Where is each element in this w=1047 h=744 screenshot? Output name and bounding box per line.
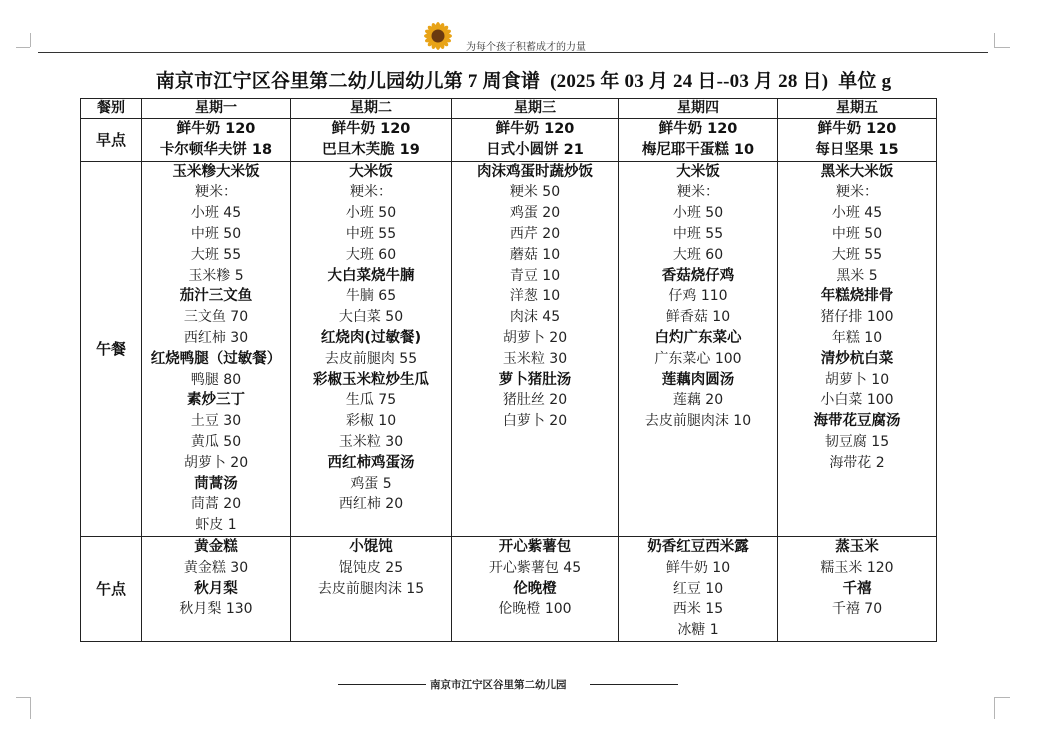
sunflower-icon [424,22,452,50]
ingredient-line: 蘑菇 10 [509,246,561,263]
header-friday: 星期五 [778,99,937,119]
ingredient-line: 胡萝卜 10 [824,371,890,388]
menu-table [80,98,937,642]
dish-name: 清炒杭白菜 [820,350,894,367]
table-header-row [81,99,937,119]
dish-name: 蒸玉米 [835,538,879,555]
dish-name: 肉沫鸡蛋时蔬炒饭 [477,163,593,180]
menu-cell-thursday [619,536,778,641]
menu-cell-tuesday [291,536,452,641]
header-meal-type: 餐别 [81,99,142,119]
crop-mark [994,697,995,719]
dish-name: 黑米大米饭 [820,163,894,180]
dish-name: 大白菜烧牛腩 [327,267,415,284]
ingredient-line: 小班 45 [190,205,242,222]
crop-mark [30,33,31,47]
ingredient-line: 粳米： [350,184,392,201]
ingredient-line: 广东菜心 100 [654,350,742,367]
ingredient-line: 海带花 2 [829,454,885,471]
crop-mark [16,697,30,698]
ingredient-line: 猪仔排 100 [820,309,894,326]
ingredient-line: 韧豆腐 15 [824,433,890,450]
dish-name: 开心紫薯包 [498,538,572,555]
crop-mark [994,47,1010,48]
crop-mark [994,33,995,47]
ingredient-line: 秋月梨 130 [179,601,253,618]
ingredient-line: 鸡蛋 20 [509,205,561,222]
ingredient-line: 西芹 20 [509,225,561,242]
ingredient-line: 冰糖 1 [677,622,719,639]
ingredient-line: 猪肚丝 20 [502,392,568,409]
header-slogan: 为每个孩子积蓄成才的力量 [466,42,586,53]
header-rule [38,52,988,53]
menu-cell-thursday [619,119,778,162]
ingredient-line: 粳米： [677,184,719,201]
meal-type-label: 早点 [81,119,142,162]
menu-cell-friday [778,161,937,536]
ingredient-line: 土豆 30 [190,413,242,430]
ingredient-line: 胡萝卜 20 [183,454,249,471]
ingredient-line: 三文鱼 70 [183,309,249,326]
crop-mark [994,697,1010,698]
dish-name: 红烧肉(过敏餐) [320,329,422,346]
ingredient-line: 鸡蛋 5 [350,475,392,492]
dish-name: 莲藕肉圆汤 [661,371,735,388]
ingredient-line: 茼蒿 20 [190,496,242,513]
ingredient-line: 莲藕 20 [672,392,724,409]
header-tuesday: 星期二 [291,99,452,119]
ingredient-line: 胡萝卜 20 [502,329,568,346]
ingredient-line: 洋葱 10 [509,288,561,305]
footer-rule-right [590,684,678,685]
footer-rule-left [338,684,426,685]
dish-name: 黄金糕 [194,538,238,555]
ingredient-line: 白萝卜 20 [502,413,568,430]
ingredient-line: 黄瓜 50 [190,433,242,450]
dish-name: 鲜牛奶 120 [495,121,575,137]
dish-name: 西红柿鸡蛋汤 [327,454,415,471]
header-monday: 星期一 [142,99,291,119]
dish-name: 卡尔顿华夫饼 18 [159,141,273,158]
dish-name: 千禧 [842,580,872,597]
ingredient-line: 粳米： [836,184,878,201]
dish-name: 鲜牛奶 120 [331,121,411,137]
ingredient-line: 开心紫薯包 45 [488,559,582,576]
table-row [81,536,937,641]
dish-name: 茼蒿汤 [194,475,238,492]
dish-name: 素炒三丁 [187,392,245,409]
menu-cell-monday [142,536,291,641]
title-unit: 单位 g [838,71,892,92]
title-main: 南京市江宁区谷里第二幼儿园幼儿第 7 周食谱 [155,71,541,92]
table-row [81,119,937,162]
ingredient-line: 西红柿 30 [183,329,249,346]
ingredient-line: 去皮前腿肉沫 15 [317,580,425,597]
ingredient-line: 大班 60 [672,246,724,263]
dish-name: 每日坚果 15 [815,141,899,158]
dish-name: 大米饭 [676,163,720,180]
dish-name: 小馄饨 [349,538,393,555]
dish-name: 鲜牛奶 120 [176,121,256,137]
dish-name: 红烧鸭腿（过敏餐） [150,350,282,367]
ingredient-line: 虾皮 1 [195,517,237,534]
table-row [81,161,937,536]
ingredient-line: 红豆 10 [672,580,724,597]
ingredient-line: 中班 50 [831,225,883,242]
ingredient-line: 仔鸡 110 [668,288,728,305]
dish-name: 茄汁三文鱼 [179,288,253,305]
ingredient-line: 中班 55 [672,225,724,242]
ingredient-line: 小白菜 100 [820,392,894,409]
menu-cell-friday [778,119,937,162]
ingredient-line: 黑米 5 [836,267,878,284]
ingredient-line: 鲜牛奶 10 [665,559,731,576]
ingredient-line: 玉米粒 30 [338,433,404,450]
dish-name: 年糕烧排骨 [820,288,894,305]
header-thursday: 星期四 [619,99,778,119]
ingredient-line: 馄饨皮 25 [338,559,404,576]
ingredient-line: 鲜香菇 10 [665,309,731,326]
ingredient-line: 糯玉米 120 [820,559,894,576]
dish-name: 彩椒玉米粒炒生瓜 [313,371,429,388]
menu-cell-wednesday [452,536,619,641]
ingredient-line: 中班 50 [190,225,242,242]
menu-cell-wednesday [452,161,619,536]
ingredient-line: 生瓜 75 [345,392,397,409]
page-title [0,66,1047,93]
ingredient-line: 小班 45 [831,205,883,222]
menu-cell-monday [142,119,291,162]
dish-name: 大米饭 [349,163,393,180]
header-wednesday: 星期三 [452,99,619,119]
ingredient-line: 彩椒 10 [345,413,397,430]
dish-name: 巴旦木芙脆 19 [322,141,420,158]
ingredient-line: 年糕 10 [831,329,883,346]
ingredient-line: 中班 55 [345,225,397,242]
menu-cell-monday [142,161,291,536]
ingredient-line: 牛腩 65 [345,288,397,305]
dish-name: 玉米糁大米饭 [172,163,260,180]
dish-name: 海带花豆腐汤 [813,413,901,430]
menu-cell-wednesday [452,119,619,162]
ingredient-line: 小班 50 [345,205,397,222]
ingredient-line: 千禧 70 [831,601,883,618]
ingredient-line: 粳米： [195,184,237,201]
ingredient-line: 粳米 50 [509,184,561,201]
ingredient-line: 去皮前腿肉 55 [324,350,418,367]
ingredient-line: 大班 60 [345,246,397,263]
dish-name: 秋月梨 [194,580,238,597]
crop-mark [16,47,30,48]
menu-cell-tuesday [291,119,452,162]
dish-name: 奶香红豆西米露 [647,538,749,555]
ingredient-line: 玉米糁 5 [188,267,244,284]
ingredient-line: 鸭腿 80 [190,371,242,388]
menu-cell-thursday [619,161,778,536]
ingredient-line: 伦晚橙 100 [498,601,572,618]
dish-name: 鲜牛奶 120 [817,121,897,137]
ingredient-line: 青豆 10 [509,267,561,284]
ingredient-line: 西红柿 20 [338,496,404,513]
dish-name: 萝卜猪肚汤 [498,371,572,388]
ingredient-line: 大班 55 [831,246,883,263]
ingredient-line: 去皮前腿肉沫 10 [644,413,752,430]
meal-type-label: 午点 [81,536,142,641]
menu-cell-friday [778,536,937,641]
ingredient-line: 肉沫 45 [509,309,561,326]
ingredient-line: 大班 55 [190,246,242,263]
meal-type-label: 午餐 [81,161,142,536]
ingredient-line: 黄金糕 30 [183,559,249,576]
ingredient-line: 大白菜 50 [338,309,404,326]
dish-name: 白灼广东菜心 [654,329,742,346]
menu-cell-tuesday [291,161,452,536]
ingredient-line: 西米 15 [672,601,724,618]
footer-school-name: 南京市江宁区谷里第二幼儿园 [430,679,567,691]
dish-name: 日式小圆饼 21 [486,141,584,158]
sunflower-center [432,30,445,43]
dish-name: 梅尼耶干蛋糕 10 [641,141,755,158]
crop-mark [30,697,31,719]
dish-name: 伦晚橙 [513,580,557,597]
dish-name: 鲜牛奶 120 [658,121,738,137]
ingredient-line: 小班 50 [672,205,724,222]
ingredient-line: 玉米粒 30 [502,350,568,367]
dish-name: 香菇烧仔鸡 [661,267,735,284]
title-date-range: (2025 年 03 月 24 日--03 月 28 日) [550,71,829,92]
